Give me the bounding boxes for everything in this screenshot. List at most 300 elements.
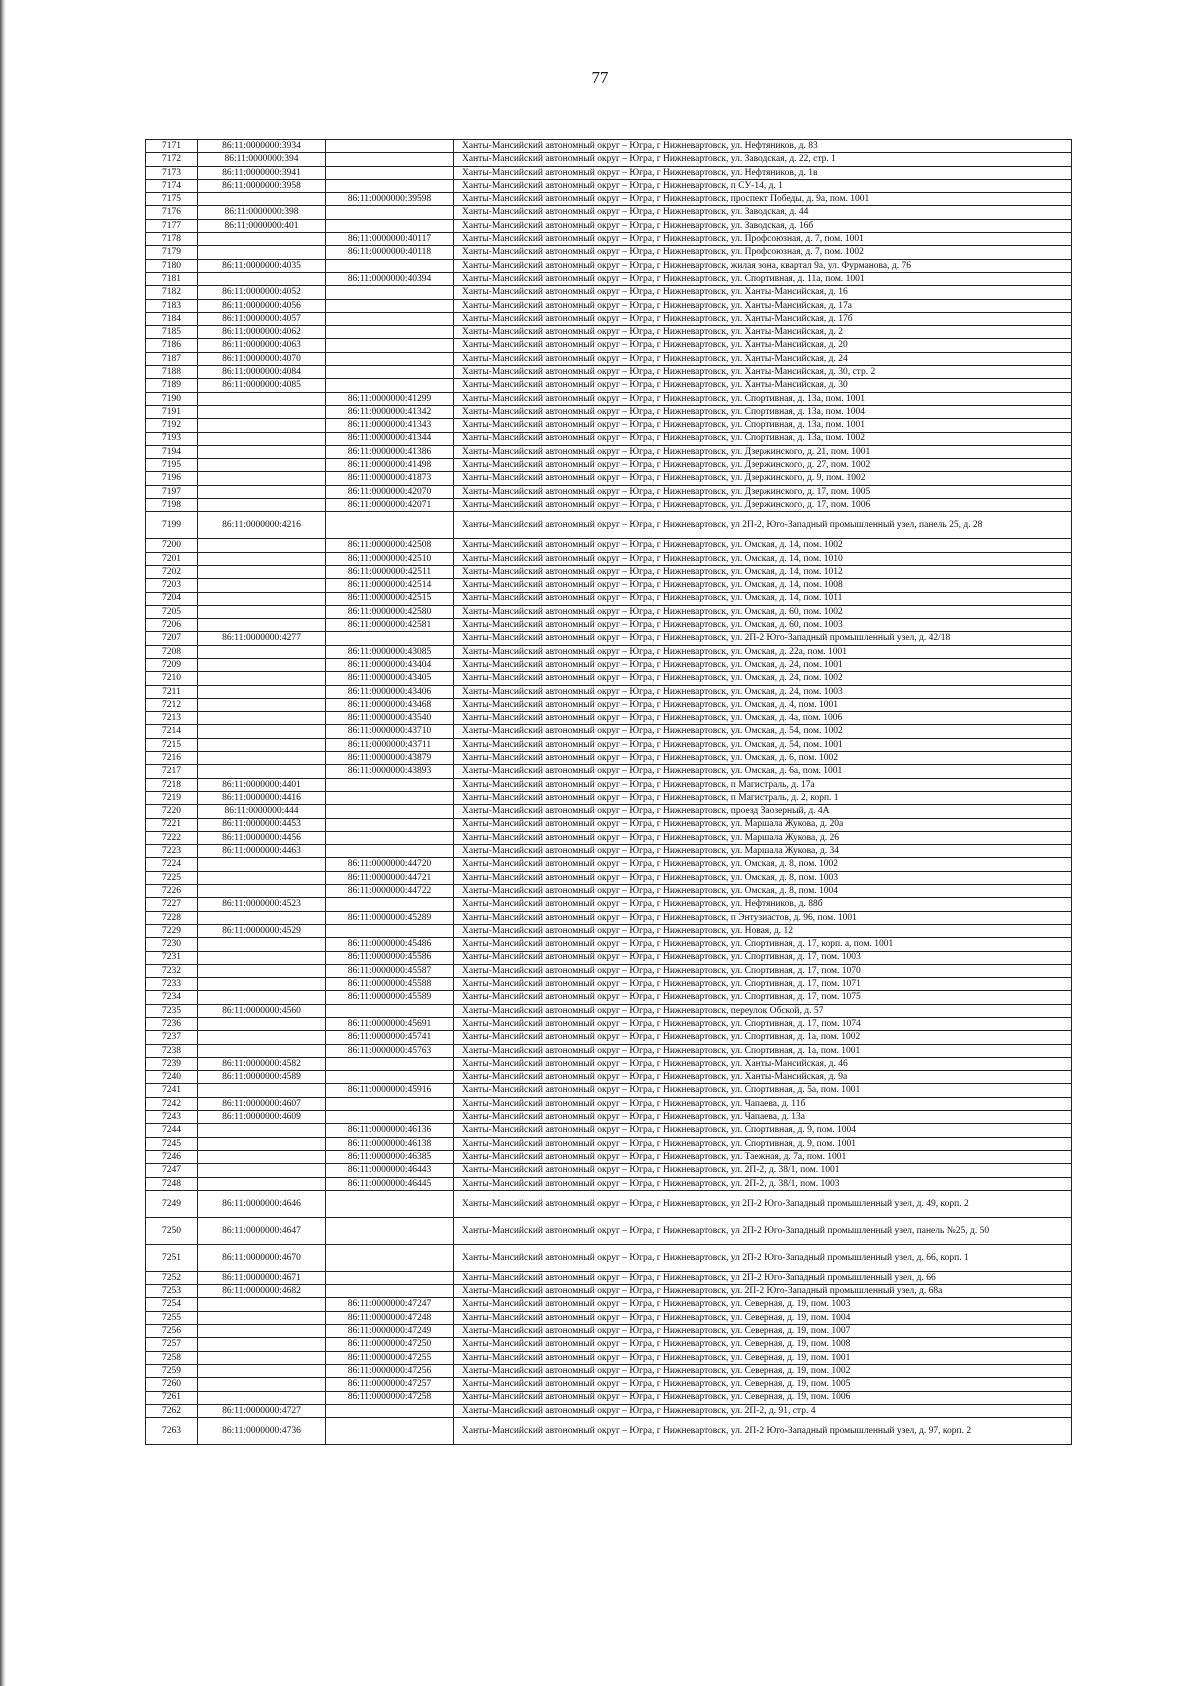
row-number-cell: 7194 [146,445,198,458]
premises-cadastral-number-cell [326,1244,454,1271]
premises-cadastral-number-cell [326,286,454,299]
address-cell: Ханты-Мансийский автономный округ – Югра, г Нижневартовск, ул. 2П-2, д. 38/1, пом. 1003 [454,1177,1072,1190]
row-number-cell: 7251 [146,1244,198,1271]
address-cell: Ханты-Мансийский автономный округ – Югра, г Нижневартовск, ул. Омская, д. 14, пом. 1012 [454,565,1072,578]
premises-cadastral-number-cell: 86:11:0000000:47257 [326,1378,454,1391]
cadastral-number-cell: 86:11:0000000:4463 [198,845,326,858]
premises-cadastral-number-cell: 86:11:0000000:40118 [326,246,454,259]
premises-cadastral-number-cell: 86:11:0000000:43879 [326,752,454,765]
premises-cadastral-number-cell [326,778,454,791]
address-cell: Ханты-Мансийский автономный округ – Югра, г Нижневартовск, ул. Заводская, д. 16б [454,219,1072,232]
table-row [146,1325,1072,1338]
address-cell: Ханты-Мансийский автономный округ – Югра, г Нижневартовск, ул 2П-2 Юго-Западный промышленный узел, д. 66 [454,1271,1072,1284]
row-number-cell: 7261 [146,1391,198,1404]
cadastral-number-cell: 86:11:0000000:4035 [198,259,326,272]
row-number-cell: 7213 [146,712,198,725]
premises-cadastral-number-cell [326,1418,454,1445]
cadastral-number-cell [198,1018,326,1031]
scan-edge [0,0,6,1686]
address-cell: Ханты-Мансийский автономный округ – Югра, г Нижневартовск, ул. Спортивная, д. 17, пом. 1074 [454,1018,1072,1031]
premises-cadastral-number-cell: 86:11:0000000:45587 [326,964,454,977]
address-cell: Ханты-Мансийский автономный округ – Югра, г Нижневартовск, п Магистраль, д. 2, корп. 1 [454,791,1072,804]
premises-cadastral-number-cell: 86:11:0000000:42510 [326,552,454,565]
row-number-cell: 7249 [146,1190,198,1217]
premises-cadastral-number-cell [326,1004,454,1017]
table-row [146,459,1072,472]
premises-cadastral-number-cell: 86:11:0000000:43405 [326,672,454,685]
row-number-cell: 7238 [146,1044,198,1057]
table-row [146,672,1072,685]
premises-cadastral-number-cell [326,791,454,804]
table-row [146,632,1072,645]
cadastral-number-cell: 86:11:0000000:4216 [198,512,326,539]
cadastral-number-cell [198,539,326,552]
cadastral-number-cell [198,1325,326,1338]
row-number-cell: 7214 [146,725,198,738]
address-cell: Ханты-Мансийский автономный округ – Югра, г Нижневартовск, ул. Омская, д. 6а, пом. 1001 [454,765,1072,778]
premises-cadastral-number-cell: 86:11:0000000:45763 [326,1044,454,1057]
cadastral-number-cell [198,619,326,632]
premises-cadastral-number-cell [326,326,454,339]
premises-cadastral-number-cell [326,166,454,179]
premises-cadastral-number-cell: 86:11:0000000:43540 [326,712,454,725]
premises-cadastral-number-cell: 86:11:0000000:42508 [326,539,454,552]
cadastral-number-cell [198,938,326,951]
premises-cadastral-number-cell: 86:11:0000000:45741 [326,1031,454,1044]
address-cell: Ханты-Мансийский автономный округ – Югра, г Нижневартовск, ул. Омская, д. 24, пом. 1003 [454,685,1072,698]
premises-cadastral-number-cell: 86:11:0000000:47256 [326,1364,454,1377]
table-row [146,752,1072,765]
address-cell: Ханты-Мансийский автономный округ – Югра, г Нижневартовск, ул. Омская, д. 14, пом. 1002 [454,539,1072,552]
row-number-cell: 7244 [146,1124,198,1137]
cadastral-number-cell [198,1084,326,1097]
premises-cadastral-number-cell: 86:11:0000000:47247 [326,1298,454,1311]
table-row [146,845,1072,858]
table-row [146,432,1072,445]
address-cell: Ханты-Мансийский автономный округ – Югра, г Нижневартовск, ул. Маршала Жукова, д. 26 [454,831,1072,844]
cadastral-number-cell [198,991,326,1004]
cadastral-number-cell: 86:11:0000000:4523 [198,898,326,911]
row-number-cell: 7227 [146,898,198,911]
table-row [146,1391,1072,1404]
premises-cadastral-number-cell: 86:11:0000000:42071 [326,499,454,512]
premises-cadastral-number-cell: 86:11:0000000:43893 [326,765,454,778]
premises-cadastral-number-cell: 86:11:0000000:44722 [326,885,454,898]
cadastral-number-cell [198,1351,326,1364]
premises-cadastral-number-cell: 86:11:0000000:43711 [326,738,454,751]
row-number-cell: 7262 [146,1404,198,1417]
address-cell: Ханты-Мансийский автономный округ – Югра, г Нижневартовск, ул. Северная, д. 19, пом. 1001 [454,1351,1072,1364]
row-number-cell: 7258 [146,1351,198,1364]
cadastral-number-cell: 86:11:0000000:394 [198,153,326,166]
premises-cadastral-number-cell [326,1285,454,1298]
cadastral-number-cell [198,698,326,711]
cadastral-number-cell [198,193,326,206]
row-number-cell: 7230 [146,938,198,951]
row-number-cell: 7173 [146,166,198,179]
premises-cadastral-number-cell: 86:11:0000000:46385 [326,1150,454,1163]
cadastral-number-cell [198,672,326,685]
premises-cadastral-number-cell [326,831,454,844]
cadastral-number-cell [198,392,326,405]
cadastral-number-cell: 86:11:0000000:4084 [198,366,326,379]
address-cell: Ханты-Мансийский автономный округ – Югра, г Нижневартовск, ул. Спортивная, д. 11а, пом. 1001 [454,272,1072,285]
row-number-cell: 7190 [146,392,198,405]
premises-cadastral-number-cell: 86:11:0000000:43710 [326,725,454,738]
table-row [146,193,1072,206]
address-cell: Ханты-Мансийский автономный округ – Югра, г Нижневартовск, ул. 2П-2, д. 38/1, пом. 1001 [454,1164,1072,1177]
row-number-cell: 7176 [146,206,198,219]
row-number-cell: 7187 [146,352,198,365]
address-cell: Ханты-Мансийский автономный округ – Югра, г Нижневартовск, ул. 2П-2 Юго-Западный промышленный узел, д. 97, корп. 2 [454,1418,1072,1445]
address-cell: Ханты-Мансийский автономный округ – Югра, г Нижневартовск, ул. Ханты-Мансийская, д. 17б [454,312,1072,325]
address-cell: Ханты-Мансийский автономный округ – Югра, г Нижневартовск, ул. Ханты-Мансийская, д. 46 [454,1057,1072,1070]
cadastral-number-cell [198,1044,326,1057]
row-number-cell: 7182 [146,286,198,299]
table-row [146,725,1072,738]
premises-cadastral-number-cell [326,1404,454,1417]
row-number-cell: 7221 [146,818,198,831]
cadastral-number-cell [198,858,326,871]
address-cell: Ханты-Мансийский автономный округ – Югра, г Нижневартовск, ул. Омская, д. 14, пом. 1010 [454,552,1072,565]
address-cell: Ханты-Мансийский автономный округ – Югра, г Нижневартовск, ул. Омская, д. 8, пом. 1002 [454,858,1072,871]
row-number-cell: 7220 [146,805,198,818]
row-number-cell: 7184 [146,312,198,325]
row-number-cell: 7242 [146,1097,198,1110]
table-row [146,1338,1072,1351]
row-number-cell: 7218 [146,778,198,791]
table-row [146,259,1072,272]
row-number-cell: 7255 [146,1311,198,1324]
row-number-cell: 7203 [146,579,198,592]
table-row [146,924,1072,937]
address-cell: Ханты-Мансийский автономный округ – Югра, г Нижневартовск, ул. Профсоюзная, д. 7, пом. 1002 [454,246,1072,259]
table-row [146,605,1072,618]
cadastral-number-cell: 86:11:0000000:4401 [198,778,326,791]
cadastral-number-cell: 86:11:0000000:4277 [198,632,326,645]
premises-cadastral-number-cell [326,299,454,312]
cadastral-number-cell: 86:11:0000000:4589 [198,1071,326,1084]
table-row [146,1057,1072,1070]
premises-cadastral-number-cell: 86:11:0000000:45588 [326,978,454,991]
row-number-cell: 7240 [146,1071,198,1084]
premises-cadastral-number-cell [326,924,454,937]
premises-cadastral-number-cell: 86:11:0000000:42580 [326,605,454,618]
address-cell: Ханты-Мансийский автономный округ – Югра, г Нижневартовск, ул. Северная, д. 19, пом. 1003 [454,1298,1072,1311]
address-cell: Ханты-Мансийский автономный округ – Югра, г Нижневартовск, ул. Спортивная, д. 13а, пом. 1001 [454,392,1072,405]
address-cell: Ханты-Мансийский автономный округ – Югра, г Нижневартовск, ул. Спортивная, д. 17, корп. а, пом. 1001 [454,938,1072,951]
row-number-cell: 7174 [146,179,198,192]
table-row [146,1084,1072,1097]
address-cell: Ханты-Мансийский автономный округ – Югра, г Нижневартовск, ул. Таежная, д. 7а, пом. 1001 [454,1150,1072,1163]
premises-cadastral-number-cell [326,366,454,379]
row-number-cell: 7177 [146,219,198,232]
cadastral-number-cell [198,752,326,765]
cadastral-number-cell [198,272,326,285]
row-number-cell: 7241 [146,1084,198,1097]
table-row [146,1404,1072,1417]
premises-cadastral-number-cell: 86:11:0000000:46445 [326,1177,454,1190]
table-row [146,299,1072,312]
address-cell: Ханты-Мансийский автономный округ – Югра, г Нижневартовск, ул. Северная, д. 19, пом. 1008 [454,1338,1072,1351]
cadastral-number-cell [198,1150,326,1163]
premises-cadastral-number-cell: 86:11:0000000:46138 [326,1137,454,1150]
address-cell: Ханты-Мансийский автономный округ – Югра, г Нижневартовск, ул. Ханты-Мансийская, д. 9а [454,1071,1072,1084]
address-cell: Ханты-Мансийский автономный округ – Югра, г Нижневартовск, ул. Омская, д. 60, пом. 1003 [454,619,1072,632]
premises-cadastral-number-cell [326,339,454,352]
row-number-cell: 7180 [146,259,198,272]
cadastral-number-cell [198,472,326,485]
table-row [146,1124,1072,1137]
premises-cadastral-number-cell: 86:11:0000000:46443 [326,1164,454,1177]
row-number-cell: 7236 [146,1018,198,1031]
table-row [146,1418,1072,1445]
row-number-cell: 7253 [146,1285,198,1298]
table-row [146,312,1072,325]
cadastral-number-cell: 86:11:0000000:3941 [198,166,326,179]
row-number-cell: 7178 [146,233,198,246]
row-number-cell: 7222 [146,831,198,844]
table-row [146,1164,1072,1177]
address-cell: Ханты-Мансийский автономный округ – Югра, г Нижневартовск, ул. Маршала Жукова, д. 20а [454,818,1072,831]
row-number-cell: 7239 [146,1057,198,1070]
address-cell: Ханты-Мансийский автономный округ – Югра, г Нижневартовск, ул. Омская, д. 54, пом. 1002 [454,725,1072,738]
address-cell: Ханты-Мансийский автономный округ – Югра, г Нижневартовск, ул. Спортивная, д. 1а, пом. 1001 [454,1044,1072,1057]
cadastral-number-cell [198,658,326,671]
premises-cadastral-number-cell: 86:11:0000000:43406 [326,685,454,698]
row-number-cell: 7188 [146,366,198,379]
cadastral-number-cell [198,1298,326,1311]
row-number-cell: 7200 [146,539,198,552]
table-row [146,219,1072,232]
table-row [146,1311,1072,1324]
address-cell: Ханты-Мансийский автономный округ – Югра, г Нижневартовск, ул. Омская, д. 6, пом. 1002 [454,752,1072,765]
table-row [146,339,1072,352]
table-row [146,379,1072,392]
row-number-cell: 7185 [146,326,198,339]
table-row [146,791,1072,804]
table-row [146,392,1072,405]
address-cell: Ханты-Мансийский автономный округ – Югра, г Нижневартовск, ул. Спортивная, д. 13а, пом. 1002 [454,432,1072,445]
row-number-cell: 7193 [146,432,198,445]
row-number-cell: 7228 [146,911,198,924]
address-cell: Ханты-Мансийский автономный округ – Югра, г Нижневартовск, ул. Чапаева, д. 13а [454,1111,1072,1124]
table-row [146,499,1072,512]
cadastral-number-cell: 86:11:0000000:4057 [198,312,326,325]
row-number-cell: 7191 [146,405,198,418]
address-cell: Ханты-Мансийский автономный округ – Югра, г Нижневартовск, ул. Ханты-Мансийская, д. 16 [454,286,1072,299]
table-row [146,166,1072,179]
table-row [146,698,1072,711]
address-cell: Ханты-Мансийский автономный округ – Югра, г Нижневартовск, ул. Нефтяников, д. 1в [454,166,1072,179]
premises-cadastral-number-cell: 86:11:0000000:41343 [326,419,454,432]
address-cell: Ханты-Мансийский автономный округ – Югра, г Нижневартовск, ул. Спортивная, д. 5а, пом. 1001 [454,1084,1072,1097]
cadastral-number-cell [198,1124,326,1137]
premises-cadastral-number-cell: 86:11:0000000:45586 [326,951,454,964]
address-cell: Ханты-Мансийский автономный округ – Югра, г Нижневартовск, ул. Омская, д. 54, пом. 1001 [454,738,1072,751]
address-cell: Ханты-Мансийский автономный округ – Югра, г Нижневартовск, ул. Омская, д. 60, пом. 1002 [454,605,1072,618]
row-number-cell: 7208 [146,645,198,658]
address-cell: Ханты-Мансийский автономный округ – Югра, г Нижневартовск, проспект Победы, д. 9а, пом. 1001 [454,193,1072,206]
address-cell: Ханты-Мансийский автономный округ – Югра, г Нижневартовск, ул. Профсоюзная, д. 7, пом. 1001 [454,233,1072,246]
premises-cadastral-number-cell: 86:11:0000000:47248 [326,1311,454,1324]
premises-cadastral-number-cell [326,845,454,858]
address-cell: Ханты-Мансийский автономный округ – Югра, г Нижневартовск, ул. Омская, д. 8, пом. 1004 [454,885,1072,898]
cadastral-number-cell: 86:11:0000000:4529 [198,924,326,937]
cadastral-number-cell [198,605,326,618]
cadastral-number-cell [198,405,326,418]
premises-cadastral-number-cell: 86:11:0000000:41344 [326,432,454,445]
table-row [146,1217,1072,1244]
address-cell: Ханты-Мансийский автономный округ – Югра, г Нижневартовск, ул. Ханты-Мансийская, д. 20 [454,339,1072,352]
premises-cadastral-number-cell: 86:11:0000000:45289 [326,911,454,924]
premises-cadastral-number-cell: 86:11:0000000:45691 [326,1018,454,1031]
row-number-cell: 7201 [146,552,198,565]
table-row [146,539,1072,552]
table-row [146,1137,1072,1150]
row-number-cell: 7252 [146,1271,198,1284]
cadastral-number-cell [198,1164,326,1177]
table-row [146,565,1072,578]
premises-cadastral-number-cell: 86:11:0000000:40117 [326,233,454,246]
cadastral-number-cell: 86:11:0000000:4646 [198,1190,326,1217]
table-row [146,445,1072,458]
row-number-cell: 7256 [146,1325,198,1338]
row-number-cell: 7219 [146,791,198,804]
row-number-cell: 7212 [146,698,198,711]
address-cell: Ханты-Мансийский автономный округ – Югра, г Нижневартовск, ул. Ханты-Мансийская, д. 2 [454,326,1072,339]
table-row [146,1004,1072,1017]
address-cell: Ханты-Мансийский автономный округ – Югра, г Нижневартовск, ул. Заводская, д. 44 [454,206,1072,219]
row-number-cell: 7248 [146,1177,198,1190]
cadastral-number-cell [198,871,326,884]
premises-cadastral-number-cell: 86:11:0000000:41342 [326,405,454,418]
address-cell: Ханты-Мансийский автономный округ – Югра, г Нижневартовск, ул 2П-2, Юго-Западный промышленный узел, панель 25, д. 28 [454,512,1072,539]
address-cell: Ханты-Мансийский автономный округ – Югра, г Нижневартовск, ул. Дзержинского, д. 21, пом. 1001 [454,445,1072,458]
address-cell: Ханты-Мансийский автономный округ – Югра, г Нижневартовск, ул. 2П-2, д. 91, стр. 4 [454,1404,1072,1417]
row-number-cell: 7216 [146,752,198,765]
premises-cadastral-number-cell [326,206,454,219]
table-row [146,552,1072,565]
premises-cadastral-number-cell [326,805,454,818]
address-cell: Ханты-Мансийский автономный округ – Югра, г Нижневартовск, ул. Северная, д. 19, пом. 1004 [454,1311,1072,1324]
table-row [146,366,1072,379]
cadastral-number-cell [198,592,326,605]
row-number-cell: 7183 [146,299,198,312]
premises-cadastral-number-cell: 86:11:0000000:45916 [326,1084,454,1097]
address-cell: Ханты-Мансийский автономный округ – Югра, г Нижневартовск, ул. Омская, д. 4а, пом. 1006 [454,712,1072,725]
address-cell: Ханты-Мансийский автономный округ – Югра, г Нижневартовск, ул. Омская, д. 14, пом. 1011 [454,592,1072,605]
table-row [146,1177,1072,1190]
row-number-cell: 7195 [146,459,198,472]
premises-cadastral-number-cell [326,219,454,232]
table-row [146,964,1072,977]
premises-cadastral-number-cell [326,140,454,153]
table-row [146,991,1072,1004]
row-number-cell: 7215 [146,738,198,751]
row-number-cell: 7250 [146,1217,198,1244]
premises-cadastral-number-cell: 86:11:0000000:42070 [326,485,454,498]
table-row [146,938,1072,951]
cadastral-number-cell [198,445,326,458]
cadastral-number-cell: 86:11:0000000:4727 [198,1404,326,1417]
table-row [146,778,1072,791]
table-row [146,831,1072,844]
row-number-cell: 7181 [146,272,198,285]
table-row [146,233,1072,246]
row-number-cell: 7260 [146,1378,198,1391]
row-number-cell: 7172 [146,153,198,166]
premises-cadastral-number-cell: 86:11:0000000:40394 [326,272,454,285]
premises-cadastral-number-cell [326,898,454,911]
address-cell: Ханты-Мансийский автономный округ – Югра, г Нижневартовск, ул. Маршала Жукова, д. 34 [454,845,1072,858]
address-cell: Ханты-Мансийский автономный округ – Югра, г Нижневартовск, ул. Северная, д. 19, пом. 1006 [454,1391,1072,1404]
row-number-cell: 7209 [146,658,198,671]
cadastral-number-cell: 86:11:0000000:3934 [198,140,326,153]
cadastral-number-cell [198,1137,326,1150]
premises-cadastral-number-cell: 86:11:0000000:45589 [326,991,454,1004]
address-cell: Ханты-Мансийский автономный округ – Югра, г Нижневартовск, ул. Спортивная, д. 13а, пом. 1001 [454,419,1072,432]
cadastral-number-cell [198,645,326,658]
premises-cadastral-number-cell [326,379,454,392]
row-number-cell: 7175 [146,193,198,206]
row-number-cell: 7198 [146,499,198,512]
address-cell: Ханты-Мансийский автономный округ – Югра, г Нижневартовск, ул. Северная, д. 19, пом. 1002 [454,1364,1072,1377]
registry-table-body [146,140,1072,1445]
row-number-cell: 7247 [146,1164,198,1177]
table-row [146,1271,1072,1284]
premises-cadastral-number-cell: 86:11:0000000:43085 [326,645,454,658]
row-number-cell: 7223 [146,845,198,858]
address-cell: Ханты-Мансийский автономный округ – Югра, г Нижневартовск, ул. Спортивная, д. 17, пом. 1070 [454,964,1072,977]
table-row [146,1351,1072,1364]
row-number-cell: 7206 [146,619,198,632]
cadastral-number-cell [198,1177,326,1190]
cadastral-number-cell: 86:11:0000000:398 [198,206,326,219]
table-row [146,738,1072,751]
row-number-cell: 7237 [146,1031,198,1044]
table-row [146,818,1072,831]
cadastral-number-cell [198,552,326,565]
cadastral-number-cell: 86:11:0000000:4052 [198,286,326,299]
address-cell: Ханты-Мансийский автономный округ – Югра, г Нижневартовск, ул. Спортивная, д. 9, пом. 1004 [454,1124,1072,1137]
row-number-cell: 7205 [146,605,198,618]
address-cell: Ханты-Мансийский автономный округ – Югра, г Нижневартовск, ул. Омская, д. 22а, пом. 1001 [454,645,1072,658]
table-row [146,765,1072,778]
table-row [146,1285,1072,1298]
row-number-cell: 7189 [146,379,198,392]
table-row [146,1018,1072,1031]
cadastral-number-cell [198,246,326,259]
address-cell: Ханты-Мансийский автономный округ – Югра, г Нижневартовск, ул. Спортивная, д. 17, пом. 1075 [454,991,1072,1004]
premises-cadastral-number-cell [326,1190,454,1217]
cadastral-number-cell [198,419,326,432]
table-row [146,140,1072,153]
premises-cadastral-number-cell: 86:11:0000000:47255 [326,1351,454,1364]
address-cell: Ханты-Мансийский автономный округ – Югра, г Нижневартовск, ул. Ханты-Мансийская, д. 17а [454,299,1072,312]
cadastral-number-cell [198,885,326,898]
cadastral-number-cell [198,485,326,498]
cadastral-number-cell: 86:11:0000000:4736 [198,1418,326,1445]
premises-cadastral-number-cell [326,312,454,325]
cadastral-number-cell [198,499,326,512]
address-cell: Ханты-Мансийский автономный округ – Югра, г Нижневартовск, ул. Омская, д. 4, пом. 1001 [454,698,1072,711]
table-row [146,286,1072,299]
table-row [146,206,1072,219]
premises-cadastral-number-cell: 86:11:0000000:44720 [326,858,454,871]
table-row [146,179,1072,192]
premises-cadastral-number-cell: 86:11:0000000:47249 [326,1325,454,1338]
